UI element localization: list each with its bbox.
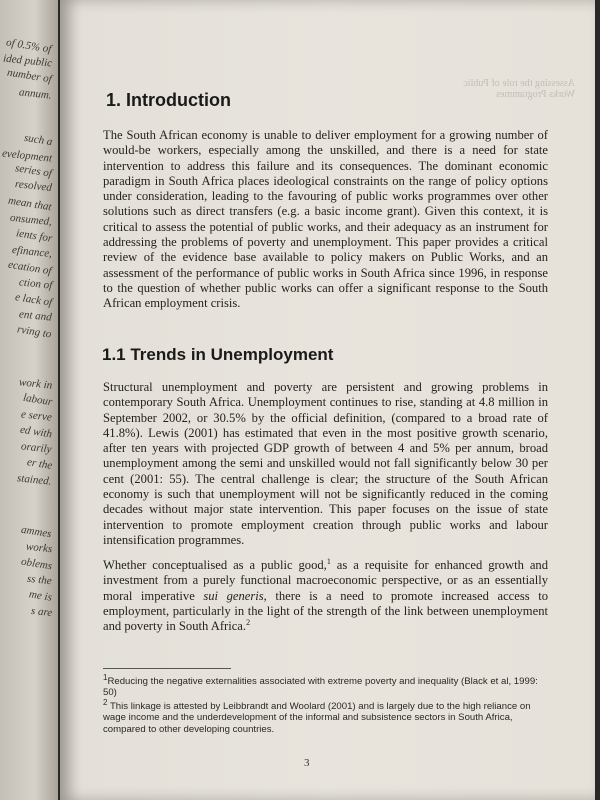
- footnote-1: [103, 672, 551, 699]
- left-page-fragment: labour: [21, 391, 53, 409]
- footnote-divider: [103, 668, 231, 669]
- left-page-fragment: s are: [30, 604, 53, 620]
- footnote-1-text: Reducing the negative externalities associated with extreme poverty and inequality (Black et al, 1999: 50): [103, 676, 538, 699]
- left-page-fragment: ed with: [19, 423, 53, 441]
- left-page-fragment: of 0.5% of: [5, 36, 53, 56]
- left-page-fragment: me is: [28, 588, 53, 604]
- left-page-fragment: evelopment: [1, 147, 53, 165]
- p2-text-b: as a requisite for enhanced growth and investment from a purely functional macroeconomic perspective, or as an essentially moral imperative: [103, 558, 549, 603]
- left-page-fragment: annum.: [18, 86, 53, 102]
- bleed-through-text: Assessing the role of Public Works Programmes: [463, 78, 575, 100]
- left-page-fragment: ction of: [18, 276, 53, 292]
- section-heading-introduction: 1. Introduction: [106, 90, 231, 110]
- left-page-fragment: e serve: [20, 408, 53, 424]
- left-page-fragment: ss the: [26, 572, 53, 588]
- left-page-fragment: onsumed,: [9, 211, 53, 229]
- left-page-fragment: ammes: [20, 523, 53, 541]
- left-page-fragment: ided public: [2, 52, 53, 70]
- left-page-fragment: works: [25, 540, 53, 556]
- left-page-fragment: resolved: [14, 178, 53, 194]
- p2-text-c: , there is a need to promote increased access to employment, particularly in the light of the strength of the link between unemployment and poverty in South Africa.: [103, 588, 549, 634]
- left-page-fragment: stained.: [16, 472, 53, 488]
- footnote-2-mark: 2: [103, 697, 108, 707]
- left-page-fragment: er the: [25, 456, 53, 472]
- left-page-fragment: rving to: [16, 323, 53, 341]
- left-page-fragment: work in: [18, 376, 53, 392]
- footnote-1-mark: 1: [103, 672, 108, 682]
- page-number: 3: [304, 757, 310, 769]
- trends-paragraph-2: [103, 558, 548, 634]
- footnote-ref-2: 2: [246, 618, 251, 627]
- left-page-fragment: ent and: [18, 308, 53, 324]
- left-page-fragment: series of: [14, 162, 53, 180]
- p2-text-a: Whether conceptualised as a public good,: [103, 558, 327, 572]
- left-page-edge: [0, 0, 58, 800]
- introduction-paragraph: The South African economy is unable to deliver employment for a growing number of would-be workers, especially among the unskilled, and there is a need for state intervention to address this failure and its consequences. The dominant economic paradigm in South Africa places ideological constraints on the range of policy options under consideration, leading to the favouring of public works programmes over other solutions such as direct transfers (e.g. a basic income grant). Given this context, it is critical to assess the potential of public works, and their adequacy as an instrument for addressing the problems of poverty and unemployment. This paper provides a critical review of the evidence base available to policy makers on Public Works, and an assessment of the performance of public works in South Africa since 1996, in response to the question of whether public works can offer a significant response to the South African employment crisis.: [103, 128, 548, 311]
- footnote-2: [103, 697, 551, 735]
- p2-italic: sui generis: [203, 588, 264, 603]
- document-page: [60, 0, 595, 800]
- left-page-fragment: orarily: [20, 440, 53, 456]
- left-page-fragment: ients for: [14, 227, 53, 245]
- left-page-fragment: number of: [6, 66, 53, 86]
- section-heading-trends: 1.1 Trends in Unemployment: [102, 345, 334, 364]
- trends-paragraph-1: Structural unemployment and poverty are persistent and growing problems in contemporary South Africa. Unemployment continues to rise, standing at 4.8 million in September 2002, or 30.5% by the official definition, (compared to a broad rate of 41.8%). Lewis (2001) has estimated that even in the most positive growth scenario, after ten years with projected GDP growth of between 4 and 5% per annum, broad unemployment among the semi and unskilled would not fall significantly below 30 per cent (2001: 55). The central challenge is clear; the structure of the South African economy is such that unemployment will not be significantly reduced in the coming decades without major state intervention. This paper focuses on the issue of state intervention to promote employment creation through public works and labour intensification programmes.: [103, 380, 548, 547]
- left-page-fragment: such a: [22, 131, 53, 149]
- left-page-fragment: mean that: [7, 194, 53, 214]
- left-page-fragment: oblems: [20, 555, 53, 573]
- left-page-fragment: e lack of: [14, 291, 53, 309]
- left-page-fragment: efinance,: [11, 243, 53, 261]
- footnote-2-text: This linkage is attested by Leibbrandt and Woolard (2001) and is largely due to the high reliance on wage income and the underdevelopment of the informal and subsistence sectors in South Africa, compared to other developing countries.: [103, 701, 531, 735]
- footnote-ref-1: 1: [326, 556, 331, 566]
- left-page-fragment: ecation of: [7, 258, 53, 278]
